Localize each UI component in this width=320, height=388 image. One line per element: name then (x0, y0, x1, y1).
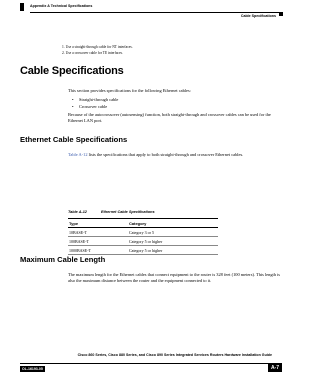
table-title: Ethernet Cable Specifications (101, 210, 155, 214)
cell-category: Category 5 or higher (128, 237, 218, 246)
cell-category: Category 5 or higher (128, 246, 218, 255)
footnote-2: 2. Use a crossover cable for TE interfaces. (62, 51, 123, 55)
table-caption (68, 210, 155, 214)
column-header-category: Category (128, 219, 218, 228)
table-reference-link[interactable]: Table A-12 (68, 152, 88, 157)
page-number: A-7 (268, 364, 282, 372)
header-rule (30, 12, 282, 13)
cell-category: Category 3 or 5 (128, 228, 218, 237)
cell-type: 10BASE-T (68, 228, 128, 237)
bullet-item: • Crossover cable (72, 103, 118, 110)
cell-type: 1000BASE-T (68, 246, 128, 255)
footer-doc-id: OL-16193-05 (22, 367, 43, 371)
section-intro: This section provides specifications for the following Ethernet cables: (68, 88, 191, 93)
footnotes (62, 44, 133, 56)
column-header-type: Type (68, 219, 128, 228)
header-section-marker (279, 12, 283, 16)
footer-guide-title: Cisco 860 Series, Cisco 880 Series, and Cisco 890 Series Integrated Services Routers Hardware Installation Guide (77, 353, 272, 357)
table-row (68, 246, 218, 255)
header-marker (20, 3, 24, 11)
cable-bullet-list (72, 96, 118, 110)
footnote-1: 1. Use a straight-through cable for NT interfaces. (62, 45, 133, 49)
table-row (68, 228, 218, 237)
bullet-item: • Straight-through cable (72, 96, 118, 103)
header-chapter: Appendix A Technical Specifications (30, 4, 93, 8)
max-length-paragraph: The maximum length for the Ethernet cables that connect equipment to the router is 328 feet (100 meters). This length is also the maximum distance between the router and the equipment connected to it. (68, 272, 280, 284)
footer-rule (20, 363, 282, 364)
table-row (68, 237, 218, 246)
autocrossover-paragraph: Because of the autocrossover (autosensing) function, both straight-through and crossover cables can be used for the Ethernet LAN port. (68, 112, 271, 124)
table-header-row (68, 219, 218, 228)
table-label: Table A-12 (68, 210, 87, 214)
ethernet-section-title: Ethernet Cable Specifications (20, 135, 128, 144)
header-section: Cable Specifications (240, 14, 276, 18)
ethernet-spec-table (68, 218, 218, 255)
cell-type: 100BASE-T (68, 237, 128, 246)
ethernet-intro (68, 152, 283, 158)
section-title: Cable Specifications (20, 65, 124, 77)
max-length-title: Maximum Cable Length (20, 255, 106, 264)
ethernet-intro-text: lists the specifications that apply to both straight-through and crossover Ethernet cables. (87, 152, 244, 157)
